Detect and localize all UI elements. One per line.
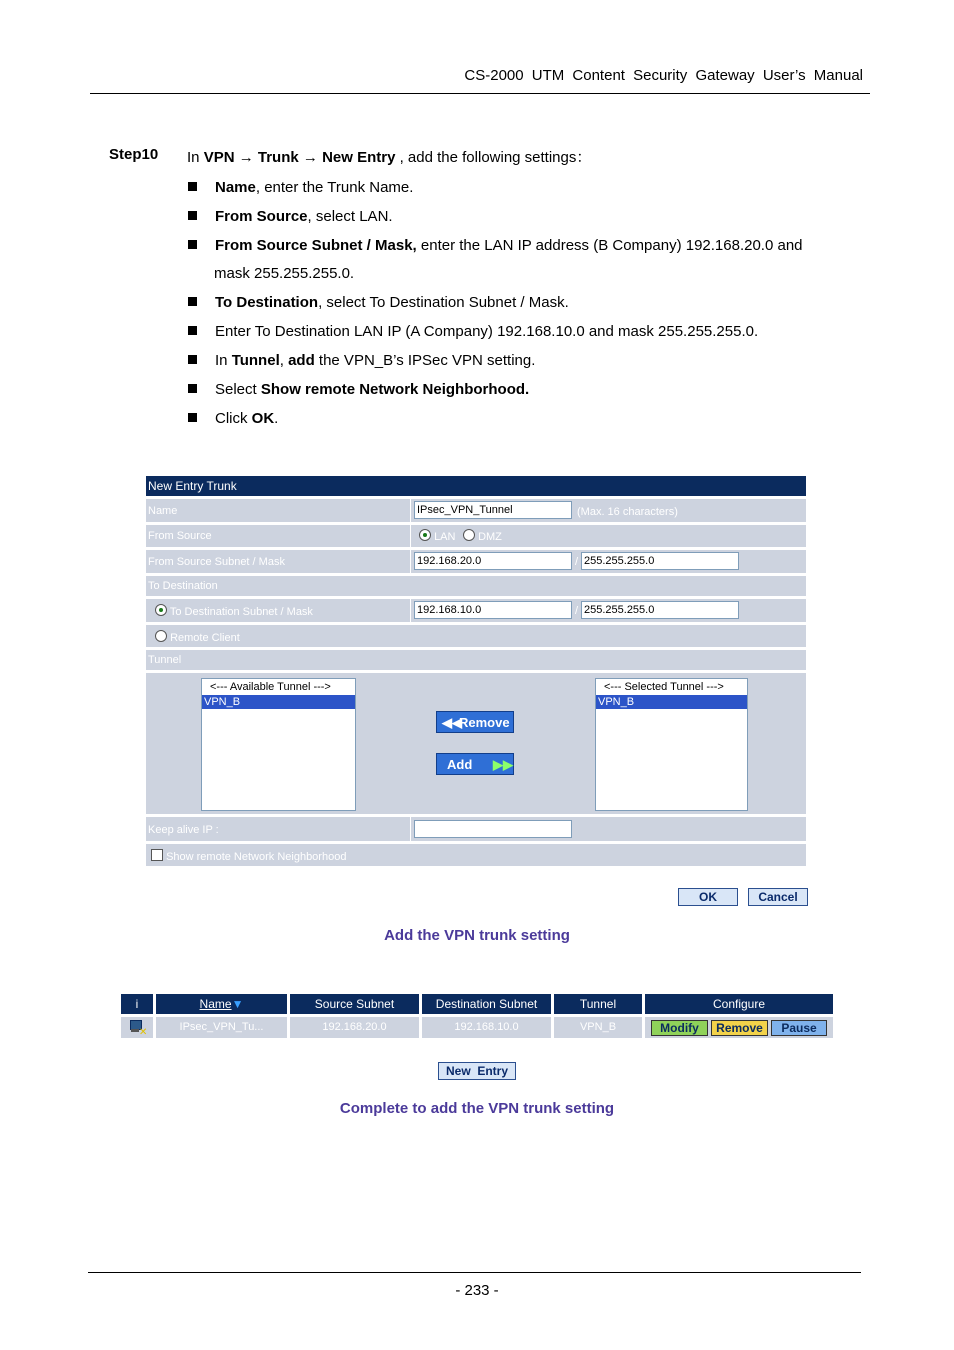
network-icon: ✕ [128, 1019, 146, 1035]
new-entry-trunk-form [146, 476, 806, 866]
to-subnet-label: To Destination Subnet / Mask [169, 606, 313, 618]
path-arrow: → [234, 149, 258, 166]
cell-divider [410, 499, 411, 522]
bullet-text: the VPN_B’s IPSec VPN setting. [314, 352, 536, 369]
remove-button[interactable] [436, 711, 514, 733]
col-header-tunnel: Tunnel [554, 994, 642, 1014]
selected-tunnel-list[interactable] [595, 678, 748, 811]
tunnel-row [146, 650, 806, 670]
slash-separator: / [575, 605, 579, 617]
from-subnet-label: From Source Subnet / Mask [148, 556, 285, 568]
to-mask-input[interactable]: 255.255.255.0 [581, 601, 739, 619]
col-header-source: Source Subnet [290, 994, 419, 1014]
rewind-icon: ◀◀ [442, 715, 462, 730]
col-header-index: i [121, 994, 153, 1014]
ok-button[interactable]: OK [678, 888, 738, 906]
lan-option[interactable] [419, 529, 455, 543]
keepalive-label: Keep alive IP : [148, 824, 219, 836]
sort-down-icon[interactable]: ▼ [231, 997, 244, 1011]
radio-icon[interactable] [155, 630, 167, 642]
bullet-item [188, 179, 413, 196]
bullet-item [188, 294, 569, 311]
radio-icon[interactable] [463, 529, 475, 541]
manual-title: CS-2000 UTM Content Security Gateway User’s Manual [464, 67, 863, 84]
bullet-square-icon [188, 211, 197, 220]
tunnel-select-row [146, 673, 806, 814]
lan-label: LAN [434, 531, 456, 543]
from-mask-input[interactable]: 255.255.255.0 [581, 552, 739, 570]
bullet-bold: From Source [215, 208, 308, 225]
bullet-item [188, 237, 803, 254]
cancel-button[interactable]: Cancel [748, 888, 808, 906]
step-label: Step10 [109, 146, 159, 163]
list-item[interactable]: VPN_B [596, 695, 747, 709]
cell-divider [410, 817, 411, 841]
path-arrow: → [298, 149, 323, 166]
bullet-bold: To Destination [215, 294, 319, 311]
to-destination-row [146, 576, 806, 596]
bullet-square-icon [188, 182, 197, 191]
step-intro-prefix: In [187, 149, 204, 166]
from-subnet-input[interactable]: 192.168.20.0 [414, 552, 572, 570]
path-trunk: Trunk [257, 149, 299, 166]
step-instruction [187, 146, 591, 167]
keepalive-input[interactable] [414, 820, 572, 838]
tunnel-label: Tunnel [148, 654, 182, 666]
bullet-text: . [274, 410, 279, 427]
footer-divider [88, 1272, 861, 1273]
row-status-cell [121, 1017, 153, 1038]
checkbox-icon[interactable] [151, 849, 163, 861]
remote-client-label: Remote Client [170, 632, 240, 644]
name-label: Name [148, 505, 178, 517]
form-title-bar [146, 476, 806, 496]
list-header: <--- Available Tunnel ---> [210, 681, 331, 693]
name-length-note: (Max. 16 characters) [577, 506, 678, 518]
to-subnet-input[interactable]: 192.168.10.0 [414, 601, 572, 619]
cell-divider [410, 550, 411, 573]
modify-button[interactable]: Modify [651, 1020, 708, 1036]
bullet-square-icon [188, 355, 197, 364]
form-title: New Entry Trunk [148, 479, 237, 493]
bullet-text: enter the LAN IP address (B Company) 192.168.20.0 and [416, 237, 803, 254]
path-vpn: VPN [203, 149, 235, 166]
pause-button[interactable]: Pause [771, 1020, 827, 1036]
list-item[interactable]: VPN_B [202, 695, 355, 709]
figure-caption: Complete to add the VPN trunk setting [339, 1100, 615, 1117]
radio-selected-icon[interactable] [155, 604, 167, 616]
step-intro-suffix: , add the following settings： [395, 149, 592, 166]
bullet-item [188, 352, 535, 369]
remove-label: Remove [459, 715, 510, 730]
to-subnet-row [146, 599, 806, 622]
keepalive-row [146, 817, 806, 841]
bullet-item [188, 208, 393, 225]
header-divider [90, 93, 870, 94]
bullet-text: In [215, 352, 232, 369]
bullet-text: Enter To Destination LAN IP (A Company) 192.168.10.0 and mask 255.255.255.0. [215, 323, 759, 340]
bullet-item [188, 381, 529, 398]
add-label: Add [447, 757, 473, 772]
bullet-text: , select To Destination Subnet / Mask. [318, 294, 569, 311]
bullet-text: Select [215, 381, 261, 398]
trunk-name-input[interactable]: IPsec_VPN_Tunnel [414, 501, 572, 519]
radio-selected-icon[interactable] [419, 529, 431, 541]
remote-client-row [146, 625, 806, 647]
bullet-bold: Tunnel [231, 352, 280, 369]
dmz-label: DMZ [478, 531, 502, 543]
show-remote-option[interactable] [151, 849, 346, 863]
cell-divider [410, 599, 411, 622]
figure-caption: Add the VPN trunk setting [384, 927, 570, 944]
bullet-bold: OK [251, 410, 275, 427]
to-subnet-option[interactable] [155, 604, 313, 618]
tunnel-cell: VPN_B [554, 1017, 642, 1038]
bullet-continuation: mask 255.255.255.0. [214, 265, 355, 282]
bullet-text: , [279, 352, 289, 369]
bullet-square-icon [188, 384, 197, 393]
name-row [146, 499, 806, 522]
name-sort-label[interactable]: Name [199, 997, 232, 1011]
bullet-bold: add [288, 352, 315, 369]
bullet-bold: Name [215, 179, 256, 196]
bullet-square-icon [188, 413, 197, 422]
bullet-square-icon [188, 326, 197, 335]
show-remote-label: Show remote Network Neighborhood [166, 851, 347, 863]
remote-client-option[interactable] [155, 630, 240, 644]
bullet-text: Click [215, 410, 252, 427]
col-header-name[interactable] [156, 994, 287, 1014]
trunk-name-cell: IPsec_VPN_Tu... [156, 1017, 287, 1038]
show-remote-row [146, 844, 806, 866]
fast-forward-icon: ▶▶ [493, 757, 513, 772]
new-entry-button[interactable]: New Entry [438, 1062, 516, 1080]
remove-row-button[interactable]: Remove [711, 1020, 768, 1036]
slash-separator: / [575, 556, 579, 568]
bullet-text: , select LAN. [307, 208, 393, 225]
bullet-square-icon [188, 240, 197, 249]
add-button[interactable] [436, 753, 514, 775]
path-new-entry: New Entry [322, 149, 396, 166]
destination-subnet-cell: 192.168.10.0 [422, 1017, 551, 1038]
available-tunnel-list[interactable] [201, 678, 356, 811]
col-header-configure: Configure [645, 994, 833, 1014]
bullet-bold: Show remote Network Neighborhood. [260, 381, 530, 398]
cell-divider [410, 525, 411, 547]
list-header: <--- Selected Tunnel ---> [604, 681, 724, 693]
bullet-item [188, 410, 278, 427]
page-number: - 233 - [455, 1282, 499, 1299]
from-source-row [146, 525, 806, 547]
source-subnet-cell: 192.168.20.0 [290, 1017, 419, 1038]
bullet-square-icon [188, 297, 197, 306]
to-destination-label: To Destination [148, 580, 218, 592]
from-source-label: From Source [148, 530, 212, 542]
bullet-bold: From Source Subnet / Mask, [215, 237, 417, 254]
col-header-destination: Destination Subnet [422, 994, 551, 1014]
dmz-option[interactable] [463, 529, 502, 543]
from-subnet-row [146, 550, 806, 573]
bullet-item [188, 323, 758, 340]
bullet-text: , enter the Trunk Name. [255, 179, 414, 196]
